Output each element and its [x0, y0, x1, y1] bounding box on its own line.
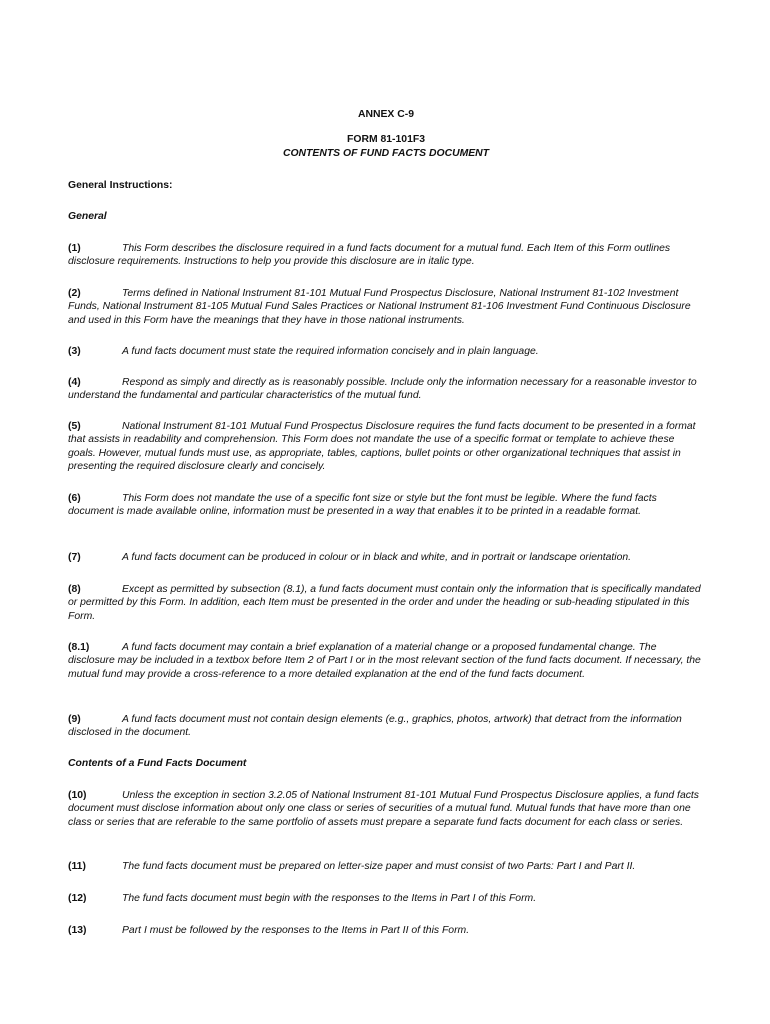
form-subtitle: CONTENTS OF FUND FACTS DOCUMENT — [282, 148, 490, 159]
item-text: National Instrument 81-101 Mutual Fund Prospectus Disclosure requires the fund facts document to be presented in a format that assists in readability and comprehension. This Form does not mandate the use of a specific format or template to achieve these goals. However, mutual funds must use, as appropriate, tables, captions, bullet points or other organizational techniques that assist in presenting the required disclosure clearly and concisely. — [68, 421, 696, 473]
instruction-item-9 — [68, 713, 704, 740]
instruction-item-8-1 — [68, 641, 704, 681]
item-text: Unless the exception in section 3.2.05 of National Instrument 81-101 Mutual Fund Prospectus Disclosure applies, a fund facts document must disclose information about only one class or series of securities of a mutual fund. Mutual funds that have more than one class or series that are referable to the same portfolio of assets must prepare a separate fund facts document for each class or series. — [68, 790, 700, 828]
contents-item-13 — [68, 924, 704, 937]
item-number: (5) — [68, 421, 81, 432]
contents-item-11 — [68, 860, 704, 873]
item-number: (4) — [68, 377, 81, 388]
item-number: (8.1) — [68, 642, 90, 653]
item-number: (8) — [68, 584, 81, 595]
item-text: A fund facts document must state the required information concisely and in plain language. — [122, 346, 539, 357]
item-text: A fund facts document can be produced in colour or in black and white, and in portrait or landscape orientation. — [122, 552, 632, 563]
document-page — [68, 0, 704, 1024]
item-text: A fund facts document may contain a brief explanation of a material change or a proposed fundamental change. The disclosure may be included in a textbox before Item 2 of Part I or in the most relevant section of the fund facts document. If necessary, the mutual fund may provide a cross-reference to a more detailed explanation at the end of the fund facts document. — [68, 642, 701, 680]
item-text: This Form describes the disclosure required in a fund facts document for a mutual fund. Each Item of this Form outlines disclosure requirements. Instructions to help you provide this disclosure are in italic type. — [68, 243, 671, 268]
item-number: (13) — [68, 925, 87, 936]
instruction-item-3 — [68, 345, 704, 358]
item-number: (6) — [68, 493, 81, 504]
item-text: Terms defined in National Instrument 81-101 Mutual Fund Prospectus Disclosure, National Instrument 81-102 Investment Funds, National Instrument 81-105 Mutual Fund Sales Practices or National Instrument 81-106 Investment Fund Continuous Disclosure and used in this Form have the meanings that they have in those national instruments. — [68, 288, 691, 326]
item-number: (3) — [68, 346, 81, 357]
item-text: Respond as simply and directly as is reasonably possible. Include only the information necessary for a reasonable investor to understand the fundamental and particular characteristics of the mutual fund. — [68, 377, 697, 402]
form-number: FORM 81-101F3 — [347, 134, 425, 145]
item-text: The fund facts document must begin with the responses to the Items in Part I of this Form. — [122, 893, 537, 904]
contents-item-10 — [68, 789, 704, 829]
item-number: (1) — [68, 243, 81, 254]
contents-subheading: Contents of a Fund Facts Document — [68, 758, 247, 769]
instruction-item-2 — [68, 287, 704, 327]
item-number: (9) — [68, 714, 81, 725]
item-text: A fund facts document must not contain design elements (e.g., graphics, photos, artwork) that detract from the information disclosed in the document. — [68, 714, 682, 739]
instruction-item-5 — [68, 420, 704, 474]
instruction-item-8 — [68, 583, 704, 623]
annex-title: ANNEX C-9 — [357, 109, 414, 120]
instruction-item-1 — [68, 242, 704, 269]
item-number: (12) — [68, 893, 87, 904]
general-instructions-heading: General Instructions: — [68, 180, 173, 191]
item-number: (2) — [68, 288, 81, 299]
instruction-item-4 — [68, 376, 704, 403]
general-subheading: General — [68, 211, 107, 222]
contents-item-12 — [68, 892, 704, 905]
item-text: Except as permitted by subsection (8.1), a fund facts document must contain only the information that is specifically mandated or permitted by this Form. In addition, each Item must be presented in the order and under the heading or sub-heading stipulated in this Form. — [68, 584, 701, 622]
item-text: Part I must be followed by the responses to the Items in Part II of this Form. — [122, 925, 470, 936]
item-text: This Form does not mandate the use of a specific font size or style but the font must be legible. Where the fund facts document is made available online, information must be presented in a way that enables it to be printed in a readable format. — [68, 493, 657, 518]
instruction-item-7 — [68, 551, 704, 564]
item-number: (7) — [68, 552, 81, 563]
item-number: (11) — [68, 861, 86, 872]
item-text: The fund facts document must be prepared on letter-size paper and must consist of two Parts: Part I and Part II. — [122, 861, 636, 872]
item-number: (10) — [68, 790, 87, 801]
instruction-item-6 — [68, 492, 704, 519]
